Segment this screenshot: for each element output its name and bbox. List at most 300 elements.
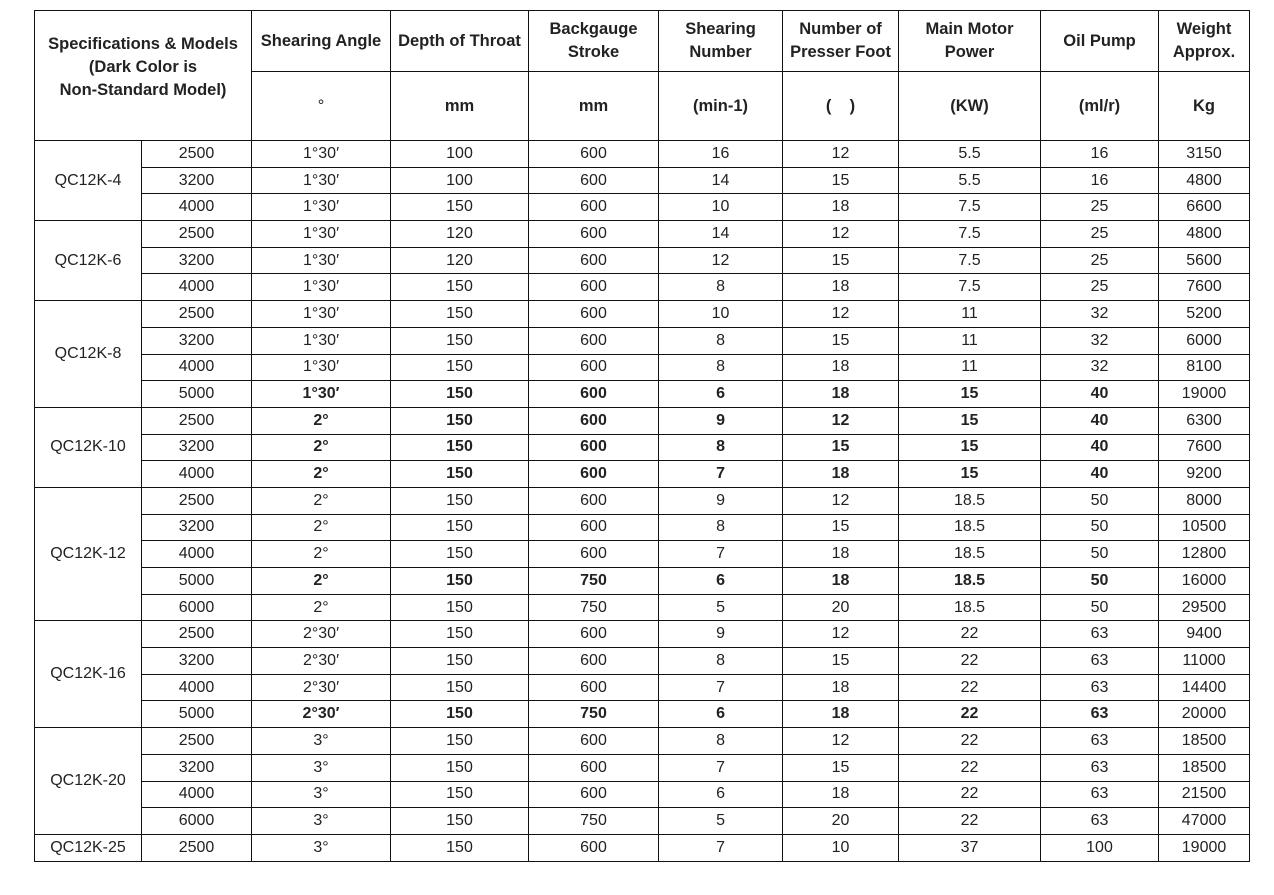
table-row — [35, 167, 1250, 194]
value-cell: 5.5 — [899, 141, 1041, 168]
value-cell: 16 — [659, 141, 783, 168]
model-name-cell: QC12K-12 — [35, 487, 142, 620]
value-cell: 600 — [529, 514, 659, 541]
value-cell: 15 — [899, 461, 1041, 488]
value-cell: 5 — [659, 594, 783, 621]
value-cell: 29500 — [1159, 594, 1250, 621]
value-cell: 600 — [529, 434, 659, 461]
value-cell: 150 — [391, 434, 529, 461]
length-cell: 2500 — [142, 728, 252, 755]
value-cell: 19000 — [1159, 381, 1250, 408]
value-cell: 600 — [529, 781, 659, 808]
value-cell: 7.5 — [899, 194, 1041, 221]
value-cell: 25 — [1041, 247, 1159, 274]
model-name-cell: QC12K-10 — [35, 407, 142, 487]
value-cell: 2° — [252, 541, 391, 568]
value-cell: 2° — [252, 461, 391, 488]
value-cell: 20000 — [1159, 701, 1250, 728]
value-cell: 3° — [252, 728, 391, 755]
value-cell: 15 — [783, 247, 899, 274]
length-cell: 3200 — [142, 648, 252, 675]
value-cell: 50 — [1041, 594, 1159, 621]
table-row — [35, 194, 1250, 221]
value-cell: 8100 — [1159, 354, 1250, 381]
table-row — [35, 701, 1250, 728]
value-cell: 18.5 — [899, 568, 1041, 595]
value-cell: 12 — [783, 487, 899, 514]
value-cell: 1°30′ — [252, 327, 391, 354]
value-cell: 600 — [529, 728, 659, 755]
value-cell: 10500 — [1159, 514, 1250, 541]
model-name-cell: QC12K-16 — [35, 621, 142, 728]
table-row — [35, 674, 1250, 701]
table-row — [35, 327, 1250, 354]
value-cell: 8 — [659, 274, 783, 301]
col-header-shearing-number: Shearing Number — [659, 11, 783, 72]
length-cell: 3200 — [142, 327, 252, 354]
value-cell: 2° — [252, 434, 391, 461]
value-cell: 600 — [529, 274, 659, 301]
value-cell: 18.5 — [899, 594, 1041, 621]
value-cell: 7600 — [1159, 274, 1250, 301]
table-row — [35, 648, 1250, 675]
value-cell: 1°30′ — [252, 274, 391, 301]
value-cell: 12800 — [1159, 541, 1250, 568]
value-cell: 12 — [783, 301, 899, 328]
table-row — [35, 514, 1250, 541]
table-row — [35, 247, 1250, 274]
table-row — [35, 728, 1250, 755]
value-cell: 600 — [529, 834, 659, 861]
value-cell: 5200 — [1159, 301, 1250, 328]
value-cell: 18 — [783, 381, 899, 408]
value-cell: 11 — [899, 354, 1041, 381]
table-row — [35, 407, 1250, 434]
header-row-titles — [35, 11, 1250, 72]
length-cell: 2500 — [142, 301, 252, 328]
value-cell: 10 — [659, 301, 783, 328]
model-name-cell: QC12K-6 — [35, 221, 142, 301]
value-cell: 12 — [783, 221, 899, 248]
unit-depth-of-throat: mm — [391, 72, 529, 141]
value-cell: 20 — [783, 808, 899, 835]
value-cell: 3° — [252, 754, 391, 781]
value-cell: 50 — [1041, 514, 1159, 541]
table-row — [35, 568, 1250, 595]
unit-shearing-number: (min-1) — [659, 72, 783, 141]
value-cell: 7.5 — [899, 221, 1041, 248]
value-cell: 15 — [783, 754, 899, 781]
value-cell: 63 — [1041, 781, 1159, 808]
value-cell: 10 — [659, 194, 783, 221]
value-cell: 22 — [899, 781, 1041, 808]
value-cell: 14 — [659, 167, 783, 194]
value-cell: 120 — [391, 221, 529, 248]
value-cell: 600 — [529, 221, 659, 248]
length-cell: 4000 — [142, 781, 252, 808]
value-cell: 18 — [783, 461, 899, 488]
value-cell: 63 — [1041, 648, 1159, 675]
value-cell: 9 — [659, 621, 783, 648]
value-cell: 50 — [1041, 487, 1159, 514]
spec-header-line3: Non-Standard Model) — [59, 81, 227, 99]
value-cell: 22 — [899, 648, 1041, 675]
length-cell: 3200 — [142, 754, 252, 781]
length-cell: 2500 — [142, 487, 252, 514]
table-row — [35, 594, 1250, 621]
value-cell: 3° — [252, 781, 391, 808]
value-cell: 150 — [391, 274, 529, 301]
value-cell: 16000 — [1159, 568, 1250, 595]
value-cell: 15 — [783, 434, 899, 461]
value-cell: 9 — [659, 407, 783, 434]
value-cell: 1°30′ — [252, 194, 391, 221]
spec-header-line1: Specifications & Models — [48, 35, 238, 53]
length-cell: 2500 — [142, 221, 252, 248]
value-cell: 2° — [252, 594, 391, 621]
length-cell: 2500 — [142, 141, 252, 168]
col-header-oil-pump: Oil Pump — [1041, 11, 1159, 72]
value-cell: 15 — [783, 514, 899, 541]
value-cell: 6 — [659, 568, 783, 595]
value-cell: 8 — [659, 434, 783, 461]
value-cell: 14 — [659, 221, 783, 248]
table-row — [35, 487, 1250, 514]
value-cell: 150 — [391, 754, 529, 781]
table-row — [35, 621, 1250, 648]
value-cell: 1°30′ — [252, 354, 391, 381]
value-cell: 150 — [391, 461, 529, 488]
value-cell: 15 — [783, 327, 899, 354]
value-cell: 40 — [1041, 434, 1159, 461]
value-cell: 150 — [391, 354, 529, 381]
value-cell: 8 — [659, 728, 783, 755]
value-cell: 150 — [391, 541, 529, 568]
value-cell: 9 — [659, 487, 783, 514]
length-cell: 6000 — [142, 594, 252, 621]
value-cell: 18 — [783, 354, 899, 381]
value-cell: 2° — [252, 514, 391, 541]
value-cell: 12 — [783, 621, 899, 648]
value-cell: 37 — [899, 834, 1041, 861]
value-cell: 150 — [391, 487, 529, 514]
value-cell: 2°30′ — [252, 621, 391, 648]
value-cell: 600 — [529, 487, 659, 514]
value-cell: 3° — [252, 834, 391, 861]
value-cell: 25 — [1041, 221, 1159, 248]
value-cell: 22 — [899, 808, 1041, 835]
table-row — [35, 541, 1250, 568]
value-cell: 15 — [899, 381, 1041, 408]
length-cell: 5000 — [142, 381, 252, 408]
value-cell: 18 — [783, 674, 899, 701]
value-cell: 7 — [659, 461, 783, 488]
value-cell: 600 — [529, 381, 659, 408]
length-cell: 3200 — [142, 514, 252, 541]
value-cell: 15 — [783, 648, 899, 675]
value-cell: 150 — [391, 301, 529, 328]
value-cell: 22 — [899, 674, 1041, 701]
table-row — [35, 381, 1250, 408]
value-cell: 3150 — [1159, 141, 1250, 168]
table-row — [35, 354, 1250, 381]
value-cell: 15 — [899, 407, 1041, 434]
model-name-cell: QC12K-8 — [35, 301, 142, 408]
value-cell: 18500 — [1159, 728, 1250, 755]
table-row — [35, 808, 1250, 835]
length-cell: 4000 — [142, 354, 252, 381]
value-cell: 12 — [783, 141, 899, 168]
value-cell: 22 — [899, 728, 1041, 755]
length-cell: 2500 — [142, 407, 252, 434]
value-cell: 21500 — [1159, 781, 1250, 808]
length-cell: 3200 — [142, 167, 252, 194]
value-cell: 7 — [659, 674, 783, 701]
unit-backgauge-stroke: mm — [529, 72, 659, 141]
model-name-cell: QC12K-4 — [35, 141, 142, 221]
value-cell: 63 — [1041, 808, 1159, 835]
value-cell: 7.5 — [899, 274, 1041, 301]
value-cell: 150 — [391, 594, 529, 621]
value-cell: 18 — [783, 541, 899, 568]
col-header-shearing-angle: Shearing Angle — [252, 11, 391, 72]
value-cell: 18.5 — [899, 541, 1041, 568]
value-cell: 12 — [659, 247, 783, 274]
specifications-table — [34, 10, 1250, 862]
value-cell: 8 — [659, 327, 783, 354]
value-cell: 7 — [659, 834, 783, 861]
value-cell: 100 — [391, 167, 529, 194]
value-cell: 6 — [659, 781, 783, 808]
value-cell: 11000 — [1159, 648, 1250, 675]
col-header-presser-foot: Number of Presser Foot — [783, 11, 899, 72]
value-cell: 600 — [529, 141, 659, 168]
value-cell: 750 — [529, 568, 659, 595]
specifications-body — [35, 141, 1250, 862]
value-cell: 63 — [1041, 728, 1159, 755]
length-cell: 3200 — [142, 247, 252, 274]
value-cell: 7 — [659, 754, 783, 781]
table-row — [35, 461, 1250, 488]
table-row — [35, 221, 1250, 248]
value-cell: 50 — [1041, 541, 1159, 568]
value-cell: 750 — [529, 701, 659, 728]
value-cell: 25 — [1041, 274, 1159, 301]
table-row — [35, 141, 1250, 168]
value-cell: 9400 — [1159, 621, 1250, 648]
value-cell: 7600 — [1159, 434, 1250, 461]
value-cell: 18 — [783, 194, 899, 221]
value-cell: 150 — [391, 621, 529, 648]
length-cell: 4000 — [142, 274, 252, 301]
value-cell: 6000 — [1159, 327, 1250, 354]
value-cell: 1°30′ — [252, 141, 391, 168]
value-cell: 25 — [1041, 194, 1159, 221]
length-cell: 4000 — [142, 194, 252, 221]
value-cell: 2°30′ — [252, 701, 391, 728]
value-cell: 2° — [252, 568, 391, 595]
value-cell: 22 — [899, 754, 1041, 781]
model-name-cell: QC12K-20 — [35, 728, 142, 835]
value-cell: 100 — [1041, 834, 1159, 861]
value-cell: 600 — [529, 407, 659, 434]
value-cell: 5600 — [1159, 247, 1250, 274]
value-cell: 150 — [391, 407, 529, 434]
value-cell: 18 — [783, 781, 899, 808]
value-cell: 150 — [391, 808, 529, 835]
value-cell: 11 — [899, 301, 1041, 328]
model-name-cell: QC12K-25 — [35, 834, 142, 861]
table-row — [35, 434, 1250, 461]
length-cell: 3200 — [142, 434, 252, 461]
value-cell: 11 — [899, 327, 1041, 354]
value-cell: 600 — [529, 167, 659, 194]
value-cell: 8 — [659, 354, 783, 381]
value-cell: 16 — [1041, 167, 1159, 194]
value-cell: 16 — [1041, 141, 1159, 168]
value-cell: 750 — [529, 808, 659, 835]
col-header-main-motor-power: Main Motor Power — [899, 11, 1041, 72]
value-cell: 600 — [529, 674, 659, 701]
value-cell: 18.5 — [899, 514, 1041, 541]
value-cell: 32 — [1041, 327, 1159, 354]
value-cell: 40 — [1041, 407, 1159, 434]
value-cell: 600 — [529, 648, 659, 675]
value-cell: 7 — [659, 541, 783, 568]
value-cell: 18 — [783, 274, 899, 301]
value-cell: 150 — [391, 327, 529, 354]
value-cell: 5.5 — [899, 167, 1041, 194]
value-cell: 600 — [529, 354, 659, 381]
spec-header-line2: (Dark Color is — [88, 58, 198, 76]
value-cell: 22 — [899, 701, 1041, 728]
value-cell: 6 — [659, 381, 783, 408]
value-cell: 50 — [1041, 568, 1159, 595]
unit-presser-foot: ( ) — [783, 72, 899, 141]
value-cell: 600 — [529, 194, 659, 221]
value-cell: 1°30′ — [252, 381, 391, 408]
value-cell: 15 — [899, 434, 1041, 461]
value-cell: 40 — [1041, 461, 1159, 488]
value-cell: 5 — [659, 808, 783, 835]
value-cell: 600 — [529, 247, 659, 274]
value-cell: 32 — [1041, 354, 1159, 381]
value-cell: 600 — [529, 327, 659, 354]
value-cell: 600 — [529, 461, 659, 488]
col-header-depth-of-throat: Depth of Throat — [391, 11, 529, 72]
value-cell: 600 — [529, 621, 659, 648]
length-cell: 4000 — [142, 461, 252, 488]
value-cell: 12 — [783, 407, 899, 434]
value-cell: 14400 — [1159, 674, 1250, 701]
value-cell: 63 — [1041, 621, 1159, 648]
table-row — [35, 834, 1250, 861]
unit-shearing-angle: ° — [252, 72, 391, 141]
value-cell: 1°30′ — [252, 301, 391, 328]
value-cell: 40 — [1041, 381, 1159, 408]
value-cell: 12 — [783, 728, 899, 755]
value-cell: 6 — [659, 701, 783, 728]
length-cell: 6000 — [142, 808, 252, 835]
value-cell: 47000 — [1159, 808, 1250, 835]
value-cell: 19000 — [1159, 834, 1250, 861]
value-cell: 7.5 — [899, 247, 1041, 274]
value-cell: 600 — [529, 541, 659, 568]
value-cell: 100 — [391, 141, 529, 168]
value-cell: 8 — [659, 514, 783, 541]
value-cell: 10 — [783, 834, 899, 861]
unit-main-motor-power: (KW) — [899, 72, 1041, 141]
value-cell: 18.5 — [899, 487, 1041, 514]
value-cell: 750 — [529, 594, 659, 621]
length-cell: 5000 — [142, 701, 252, 728]
value-cell: 9200 — [1159, 461, 1250, 488]
value-cell: 18 — [783, 701, 899, 728]
length-cell: 4000 — [142, 674, 252, 701]
table-row — [35, 301, 1250, 328]
value-cell: 18500 — [1159, 754, 1250, 781]
length-cell: 4000 — [142, 541, 252, 568]
value-cell: 6300 — [1159, 407, 1250, 434]
value-cell: 120 — [391, 247, 529, 274]
value-cell: 150 — [391, 728, 529, 755]
value-cell: 32 — [1041, 301, 1159, 328]
value-cell: 600 — [529, 301, 659, 328]
value-cell: 4800 — [1159, 221, 1250, 248]
table-row — [35, 754, 1250, 781]
value-cell: 63 — [1041, 674, 1159, 701]
table-row — [35, 781, 1250, 808]
value-cell: 22 — [899, 621, 1041, 648]
unit-oil-pump: (ml/r) — [1041, 72, 1159, 141]
value-cell: 20 — [783, 594, 899, 621]
value-cell: 150 — [391, 568, 529, 595]
value-cell: 1°30′ — [252, 167, 391, 194]
value-cell: 2° — [252, 407, 391, 434]
value-cell: 63 — [1041, 701, 1159, 728]
value-cell: 8000 — [1159, 487, 1250, 514]
value-cell: 150 — [391, 701, 529, 728]
value-cell: 600 — [529, 754, 659, 781]
length-cell: 2500 — [142, 621, 252, 648]
unit-weight: Kg — [1159, 72, 1250, 141]
specifications-models-header — [35, 11, 252, 141]
value-cell: 150 — [391, 834, 529, 861]
value-cell: 150 — [391, 648, 529, 675]
value-cell: 2° — [252, 487, 391, 514]
value-cell: 15 — [783, 167, 899, 194]
table-row — [35, 274, 1250, 301]
col-header-backgauge-stroke: Backgauge Stroke — [529, 11, 659, 72]
value-cell: 150 — [391, 781, 529, 808]
value-cell: 2°30′ — [252, 648, 391, 675]
length-cell: 5000 — [142, 568, 252, 595]
value-cell: 1°30′ — [252, 221, 391, 248]
value-cell: 150 — [391, 194, 529, 221]
value-cell: 150 — [391, 674, 529, 701]
value-cell: 150 — [391, 514, 529, 541]
col-header-weight: Weight Approx. — [1159, 11, 1250, 72]
length-cell: 2500 — [142, 834, 252, 861]
value-cell: 150 — [391, 381, 529, 408]
value-cell: 3° — [252, 808, 391, 835]
value-cell: 4800 — [1159, 167, 1250, 194]
value-cell: 63 — [1041, 754, 1159, 781]
value-cell: 1°30′ — [252, 247, 391, 274]
value-cell: 8 — [659, 648, 783, 675]
value-cell: 18 — [783, 568, 899, 595]
value-cell: 2°30′ — [252, 674, 391, 701]
